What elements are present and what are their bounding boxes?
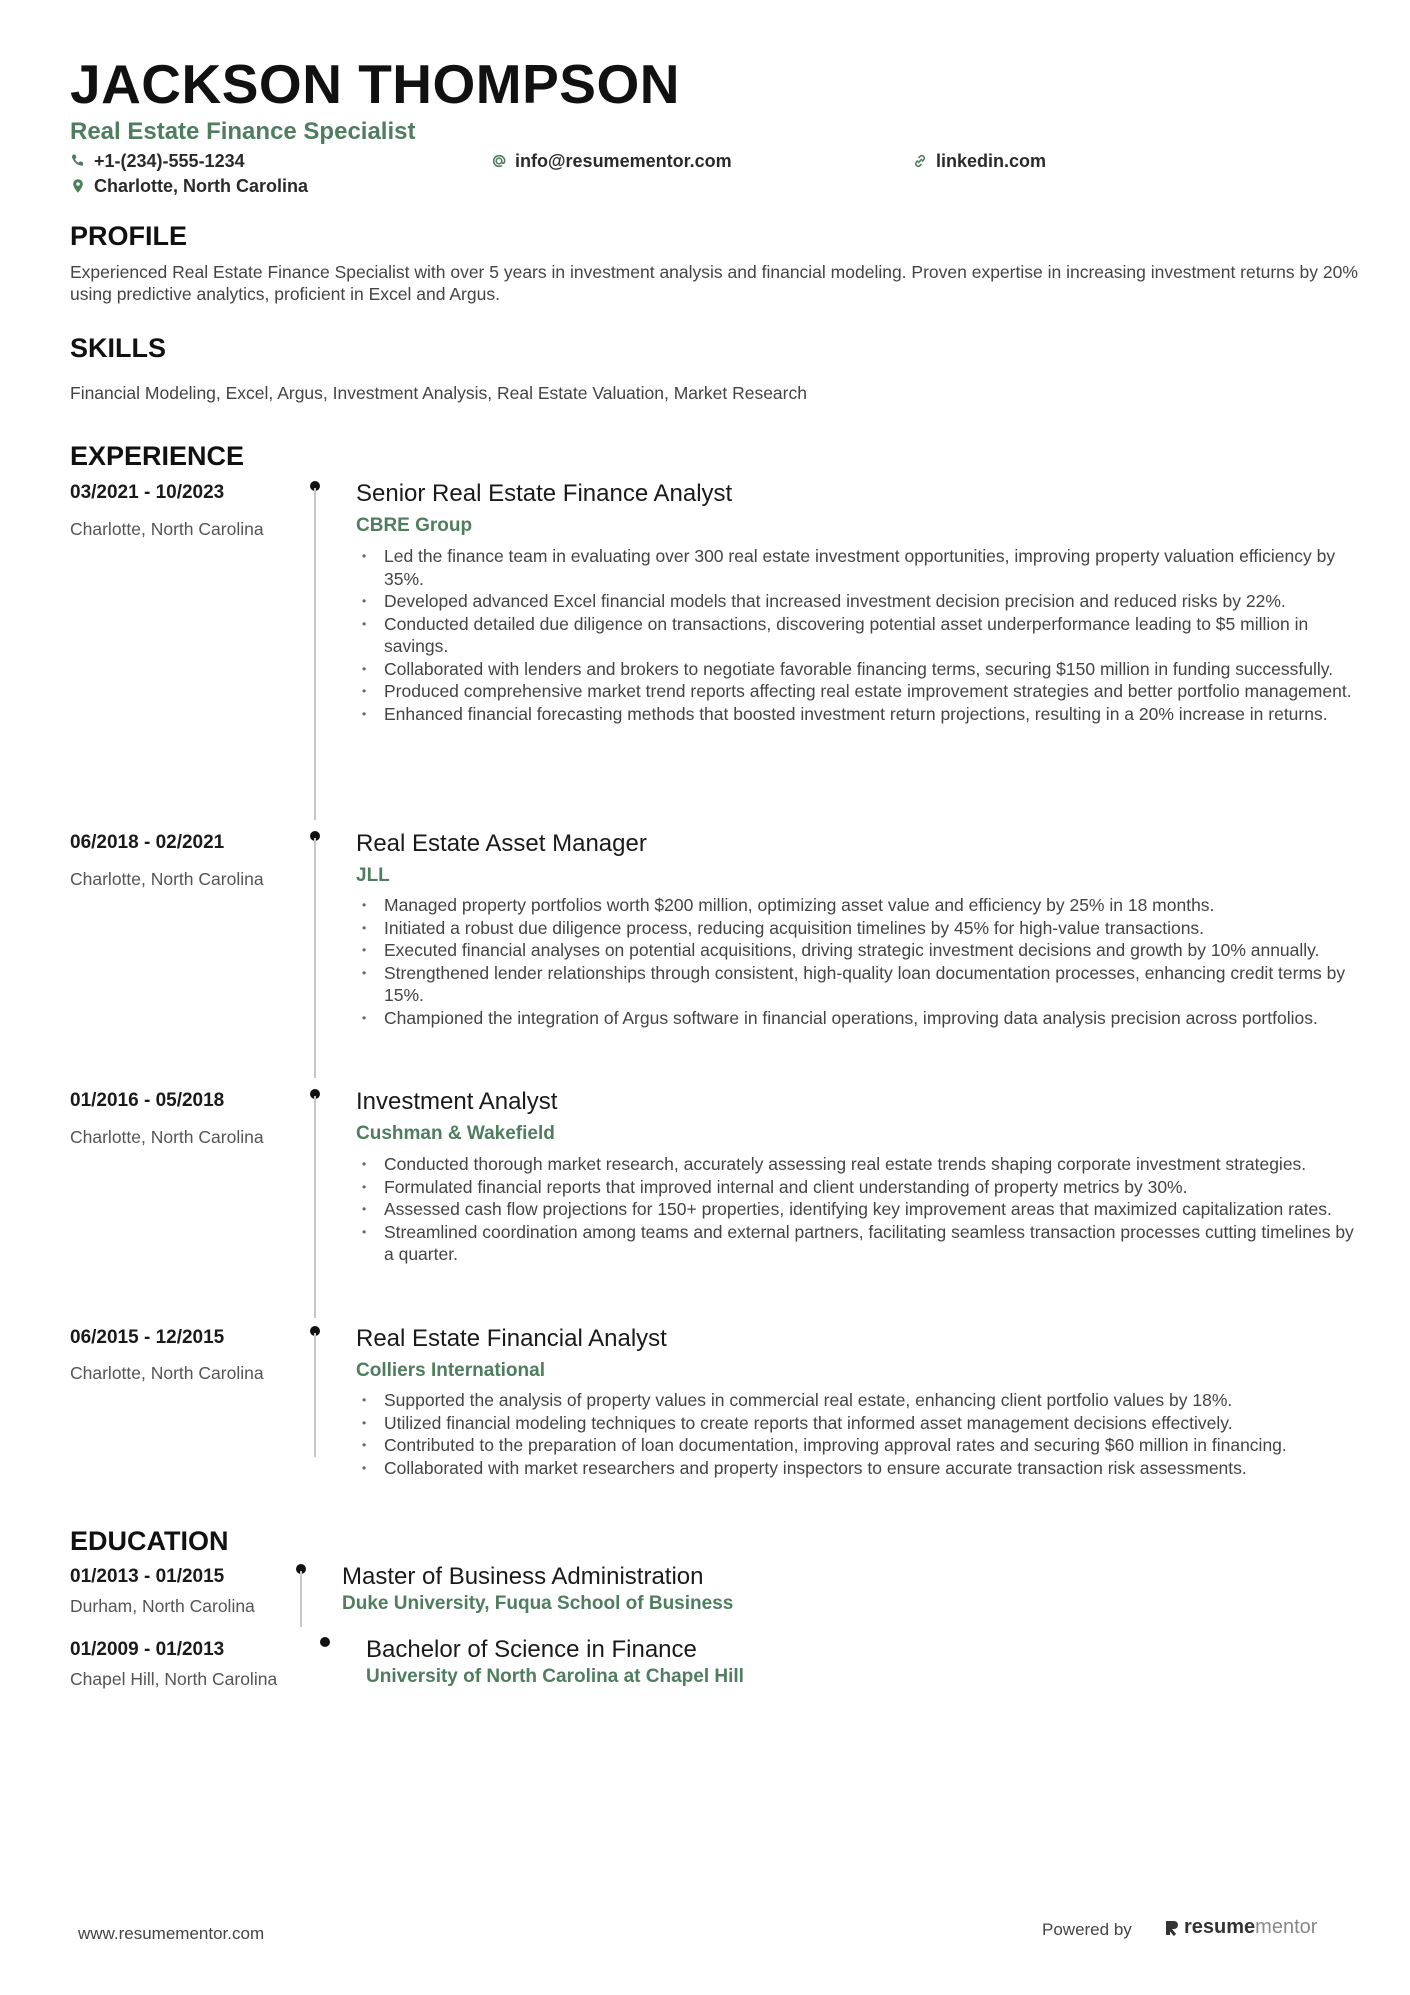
job-location: Charlotte, North Carolina xyxy=(70,519,264,539)
job-bullets xyxy=(356,894,1356,1029)
phone-text: +1-(234)-555-1234 xyxy=(94,151,245,171)
timeline-line xyxy=(300,1571,302,1627)
list-item: • Assessed cash flow projections for 150+ properties, identifying key improvement areas that maximized capitalization rates. xyxy=(356,1198,1356,1221)
job-location: Charlotte, North Carolina xyxy=(70,1363,264,1383)
location-text: Charlotte, North Carolina xyxy=(94,176,309,196)
brand-name-bold: resume xyxy=(1184,1916,1256,1938)
list-item: • Led the finance team in evaluating over 300 real estate investment opportunities, improving property valuation efficiency by 35%. xyxy=(356,545,1356,590)
job-location: Charlotte, North Carolina xyxy=(70,1127,264,1147)
candidate-title: Real Estate Finance Specialist xyxy=(70,118,416,145)
job-company: CBRE Group xyxy=(356,515,473,536)
job-dates: 01/2016 - 05/2018 xyxy=(70,1090,225,1111)
skills-text: Financial Modeling, Excel, Argus, Investment Analysis, Real Estate Valuation, Market Research xyxy=(70,383,807,403)
profile-text: Experienced Real Estate Finance Specialist with over 5 years in investment analysis and financial modeling. Proven expertise in increasing investment returns by 20% using predictive analytics, proficient in Excel and Argus. xyxy=(70,262,1358,304)
job-bullets xyxy=(356,1389,1356,1479)
list-item: • Utilized financial modeling techniques to create reports that informed asset management decisions effectively. xyxy=(356,1412,1356,1435)
timeline-dot xyxy=(320,1637,330,1647)
phone-icon xyxy=(70,153,86,169)
list-item: • Developed advanced Excel financial models that increased investment decision precision and reduced risks by 22%. xyxy=(356,590,1356,613)
job-dates: 06/2018 - 02/2021 xyxy=(70,832,225,853)
profile-heading: PROFILE xyxy=(70,221,188,251)
education-location: Durham, North Carolina xyxy=(70,1596,255,1616)
job-role: Senior Real Estate Finance Analyst xyxy=(356,480,733,507)
timeline-line xyxy=(314,488,316,820)
candidate-name: JACKSON THOMPSON xyxy=(70,53,680,115)
job-role: Investment Analyst xyxy=(356,1088,558,1115)
footer-brand-logo[interactable] xyxy=(1164,1916,1317,1939)
education-school: Duke University, Fuqua School of Business xyxy=(342,1593,734,1614)
experience-heading: EXPERIENCE xyxy=(70,441,245,471)
footer-website[interactable]: www.resumementor.com xyxy=(78,1924,265,1943)
at-icon xyxy=(491,153,507,169)
list-item: • Collaborated with lenders and brokers to negotiate favorable financing terms, securing $150 million in funding successfully. xyxy=(356,658,1356,681)
contact-phone xyxy=(70,149,245,173)
job-role: Real Estate Financial Analyst xyxy=(356,1325,667,1352)
list-item: • Formulated financial reports that improved internal and client understanding of property metrics by 30%. xyxy=(356,1176,1356,1199)
brand-name-light: mentor xyxy=(1255,1916,1318,1938)
email-link[interactable]: info@resumementor.com xyxy=(515,151,732,171)
education-degree: Bachelor of Science in Finance xyxy=(366,1636,697,1663)
skills-heading: SKILLS xyxy=(70,333,167,363)
list-item: • Produced comprehensive market trend reports affecting real estate improvement strategies and better portfolio management. xyxy=(356,680,1356,703)
contact-linkedin[interactable] xyxy=(912,149,1046,173)
list-item: • Collaborated with market researchers and property inspectors to ensure accurate transaction risk assessments. xyxy=(356,1457,1356,1480)
contact-location xyxy=(70,174,308,198)
job-dates: 06/2015 - 12/2015 xyxy=(70,1327,225,1348)
job-bullets xyxy=(356,1153,1356,1266)
footer-powered-by: Powered by xyxy=(1042,1920,1132,1939)
list-item: • Championed the integration of Argus software in financial operations, improving data analysis precision across portfolios. xyxy=(356,1007,1356,1030)
list-item: • Streamlined coordination among teams and external partners, facilitating seamless transaction processes cutting timelines by a quarter. xyxy=(356,1221,1356,1266)
list-item: • Conducted thorough market research, accurately assessing real estate trends shaping corporate investment strategies. xyxy=(356,1153,1356,1176)
list-item: • Enhanced financial forecasting methods that boosted investment return projections, resulting in a 20% increase in returns. xyxy=(356,703,1356,726)
education-dates: 01/2013 - 01/2015 xyxy=(70,1566,225,1587)
job-company: Colliers International xyxy=(356,1360,545,1381)
list-item: • Managed property portfolios worth $200 million, optimizing asset value and efficiency by 25% in 18 months. xyxy=(356,894,1356,917)
timeline-line xyxy=(314,1096,316,1318)
education-dates: 01/2009 - 01/2013 xyxy=(70,1639,225,1660)
job-bullets xyxy=(356,545,1356,725)
list-item: • Strengthened lender relationships through consistent, high-quality loan documentation processes, enhancing credit terms by 15%. xyxy=(356,962,1356,1007)
brand-logo-icon xyxy=(1164,1919,1180,1937)
job-location: Charlotte, North Carolina xyxy=(70,869,264,889)
location-pin-icon xyxy=(70,178,86,194)
education-school: University of North Carolina at Chapel Hill xyxy=(366,1666,744,1687)
link-icon xyxy=(912,153,928,169)
job-dates: 03/2021 - 10/2023 xyxy=(70,482,225,503)
resume-page xyxy=(70,0,1360,1995)
list-item: • Conducted detailed due diligence on transactions, discovering potential asset underperformance leading to $5 million in savings. xyxy=(356,613,1356,658)
list-item: • Executed financial analyses on potential acquisitions, driving strategic investment decisions and growth by 10% annually. xyxy=(356,939,1356,962)
linkedin-link[interactable]: linkedin.com xyxy=(936,151,1047,171)
education-heading: EDUCATION xyxy=(70,1526,229,1556)
list-item: • Contributed to the preparation of loan documentation, improving approval rates and securing $60 million in financing. xyxy=(356,1434,1356,1457)
education-location: Chapel Hill, North Carolina xyxy=(70,1669,278,1689)
job-role: Real Estate Asset Manager xyxy=(356,830,647,857)
job-company: JLL xyxy=(356,865,390,886)
list-item: • Initiated a robust due diligence process, reducing acquisition timelines by 45% for high-value transactions. xyxy=(356,917,1356,940)
timeline-line xyxy=(314,1333,316,1457)
contact-email[interactable] xyxy=(491,149,732,173)
list-item: • Supported the analysis of property values in commercial real estate, enhancing client portfolio values by 18%. xyxy=(356,1389,1356,1412)
timeline-line xyxy=(314,838,316,1078)
education-degree: Master of Business Administration xyxy=(342,1563,704,1590)
job-company: Cushman & Wakefield xyxy=(356,1123,555,1144)
